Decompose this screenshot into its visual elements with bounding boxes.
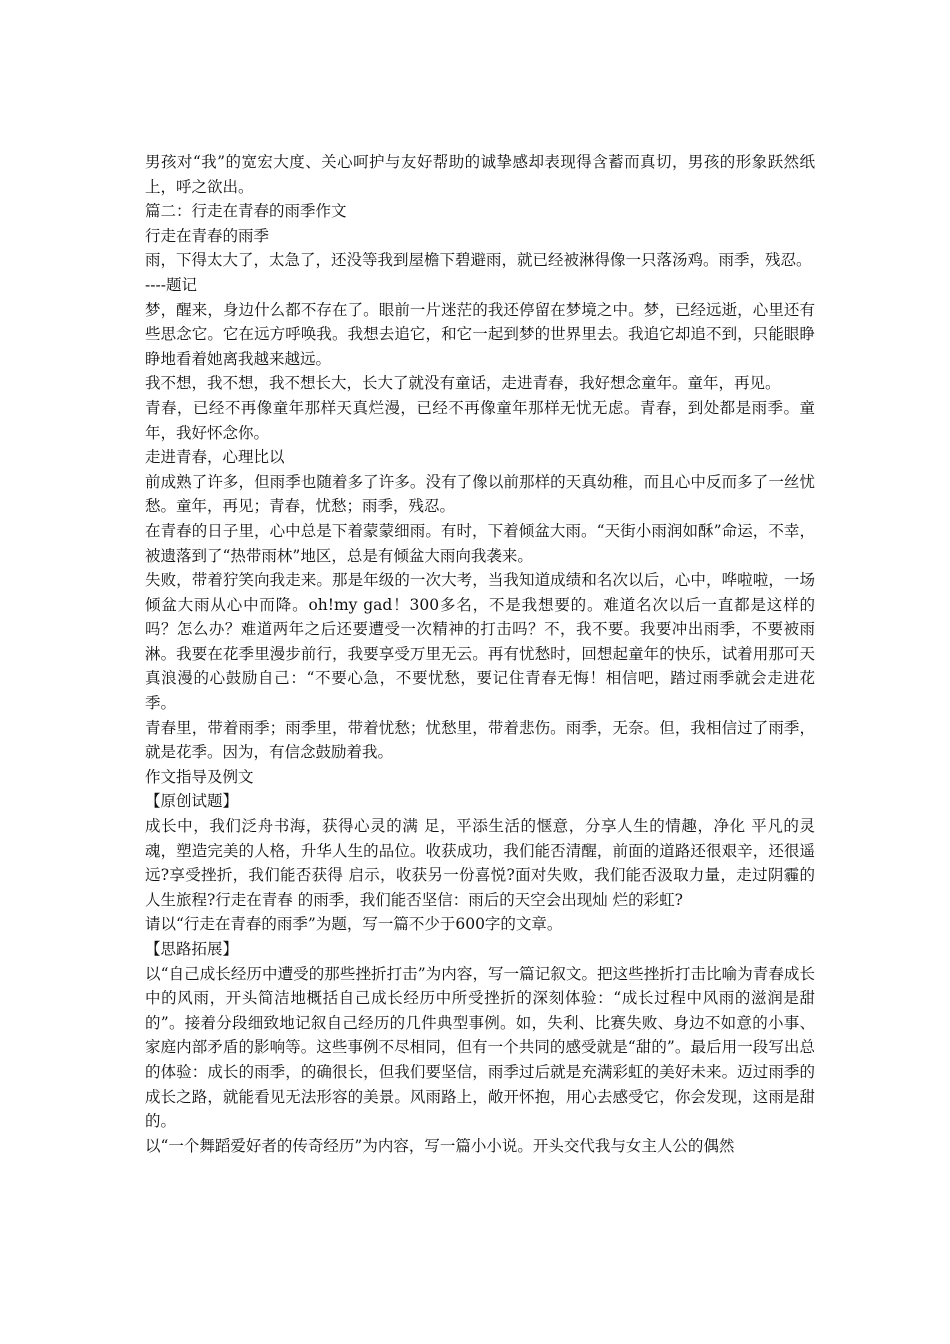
paragraph: 我不想，我不想，我不想长大，长大了就没有童话，走进青春，我好想念童年。童年，再见。 bbox=[145, 374, 781, 393]
paragraph: 男孩对“我”的宽宏大度、关心呵护与友好帮助的诚挚感却表现得含蓄而真切，男孩的形象跃然纸上，呼之欲出。 bbox=[145, 153, 815, 196]
section-heading: 篇二：行走在青春的雨季作文 bbox=[145, 202, 347, 221]
document-body bbox=[145, 150, 815, 1158]
paragraph: 以“一个舞蹈爱好者的传奇经历”为内容，写一篇小小说。开头交代我与女主人公的偶然 bbox=[145, 1136, 735, 1155]
essay-title: 行走在青春的雨季 bbox=[145, 226, 270, 245]
paragraph: 成长中，我们泛舟书海，获得心灵的满 足，平添生活的惬意，分享人生的情趣，净化 平凡的灵魂，塑造完美的人格，升华人生的品位。收获成功，我们能否清醒，前面的道路还很艰辛，还很遥远?享受挫折，我们能否获得 启示，收获另一份喜悦?面对失败，我们能否汲取力量，走过阴霾的人生旅程?行走在青春 的雨季，我们能否坚信：雨后的天空会出现灿 烂的彩虹? bbox=[145, 817, 815, 909]
paragraph: 青春，已经不再像童年那样天真烂漫，已经不再像童年那样无忧无虑。青春，到处都是雨季。童年，我好怀念你。 bbox=[145, 398, 815, 442]
paragraph: 走进青春，心理比以 bbox=[145, 448, 285, 467]
section-heading: 【思路拓展】 bbox=[145, 940, 239, 958]
paragraph: 在青春的日子里，心中总是下着蒙蒙细雨。有时，下着倾盆大雨。“天街小雨润如酥”命运，不幸，被遗落到了“热带雨林”地区，总是有倾盆大雨向我袭来。 bbox=[145, 521, 815, 565]
paragraph: 失败，带着狞笑向我走来。那是年级的一次大考，当我知道成绩和名次以后，心中，哗啦啦，一场倾盆大雨从心中而降。oh!my gad！300多名，不是我想要的。难道名次以后一直都是这样的吗？怎么办？难道两年之后还要遭受一次精神的打击吗？不，我不要。我要冲出雨季，不要被雨淋。我要在花季里漫步前行，我要享受万里无云。再有忧愁时，回想起童年的快乐，试着用那可天真浪漫的心鼓励自己：“不要心急，不要忧愁，要记住青春无悔！相信吧，踏过雨季就会走进花季。 bbox=[145, 571, 815, 713]
paragraph: 前成熟了许多，但雨季也随着多了许多。没有了像以前那样的天真幼稚，而且心中反而多了一丝忧愁。童年，再见；青春，忧愁；雨季，残忍。 bbox=[145, 472, 815, 516]
epigraph-label: ----题记 bbox=[145, 275, 197, 294]
section-heading: 作文指导及例文 bbox=[145, 767, 254, 786]
paragraph: 梦，醒来，身边什么都不存在了。眼前一片迷茫的我还停留在梦境之中。梦，已经远逝，心里还有些思念它。它在远方呼唤我。我想去追它，和它一起到梦的世界里去。我追它却追不到，只能眼睁睁地看着她离我越来越远。 bbox=[145, 300, 815, 368]
section-heading: 【原创试题】 bbox=[145, 792, 239, 811]
epigraph: 雨，下得太大了，太急了，还没等我到屋檐下碧避雨，就已经被淋得像一只落汤鸡。雨季，残忍。 bbox=[145, 251, 812, 270]
paragraph: 以“自己成长经历中遭受的那些挫折打击”为内容，写一篇记叙文。把这些挫折打击比喻为青春成长中的风雨，开头简洁地概括自己成长经历中所受挫折的深刻体验：“成长过程中风雨的滋润是甜的”。接着分段细致地记叙自己经历的几件典型事例。如，失利、比赛失败、身边不如意的小事、家庭内部矛盾的影响等。这些事例不尽相同，但有一个共同的感受就是“甜的”。最后用一段写出总的体验：成长的雨季，的确很长，但我们要坚信，雨季过后就是充满彩虹的美好未来。迈过雨季的成长之路，就能看见无法形容的美景。风雨路上，敞开怀抱，用心去感受它，你会发现，这雨是甜的。 bbox=[145, 964, 815, 1131]
paragraph: 请以“行走在青春的雨季”为题，写一篇不少于600字的文章。 bbox=[145, 915, 563, 934]
paragraph: 青春里，带着雨季；雨季里，带着忧愁；忧愁里，带着悲伤。雨季，无奈。但，我相信过了雨季，就是花季。因为，有信念鼓励着我。 bbox=[145, 718, 815, 762]
